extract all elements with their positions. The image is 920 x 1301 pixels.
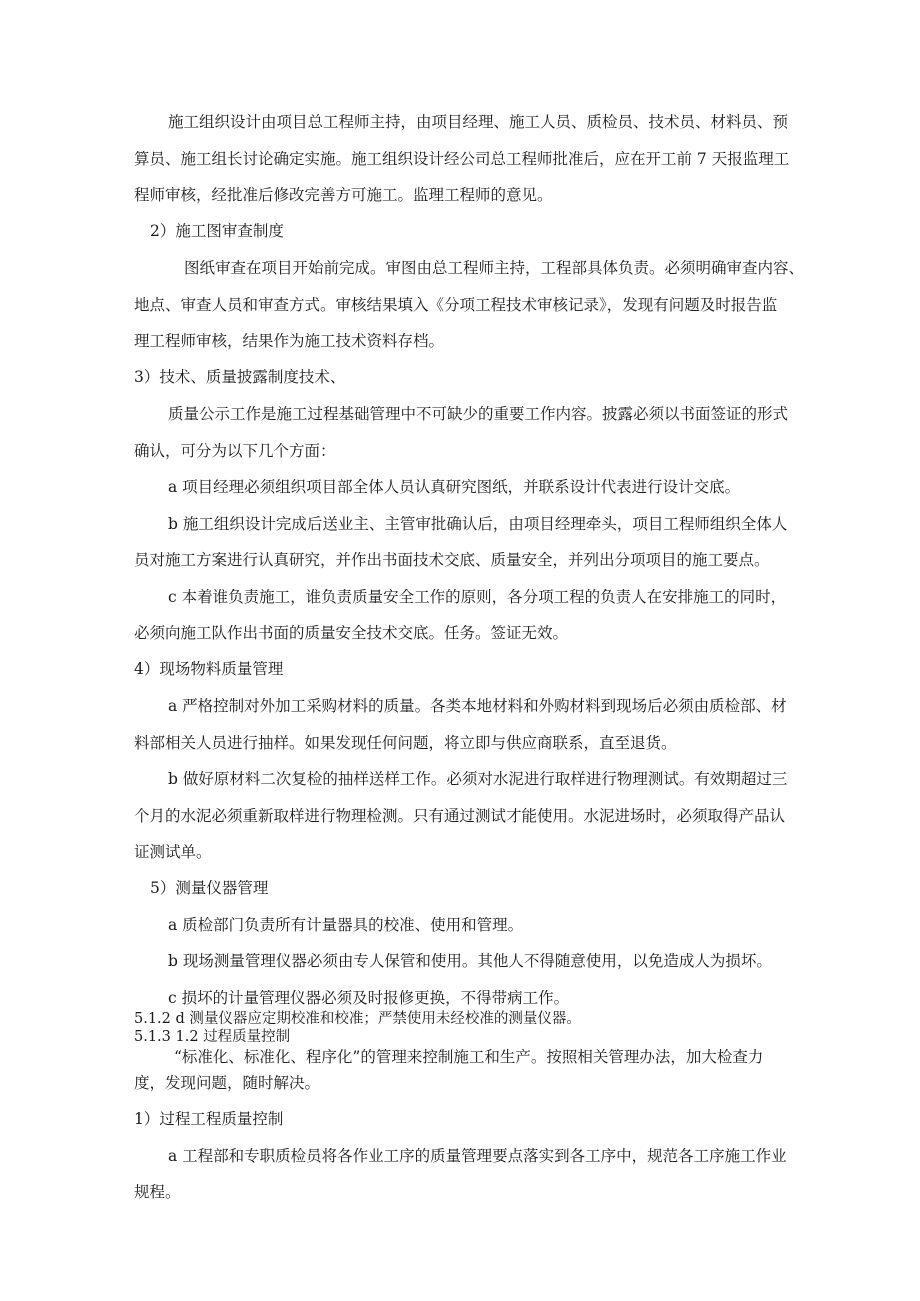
paragraph-line: a 工程部和专职质检员将各作业工序的质量管理要点落实到各工序中，规范各工序施工作业 xyxy=(168,1147,787,1165)
paragraph-line: 图纸审查在项目开始前完成。审图由总工程师主持，工程部具体负责。必须明确审查内容、 xyxy=(184,259,805,277)
paragraph-line: b 做好原材料二次复检的抽样送样工作。必须对水泥进行取样进行物理测试。有效期超过三 xyxy=(168,770,788,788)
paragraph-line: a 质检部门负责所有计量器具的校准、使用和管理。 xyxy=(168,916,524,934)
paragraph-line: b 现场测量管理仪器必须由专人保管和使用。其他人不得随意使用，以免造成人为损坏。 xyxy=(168,952,772,970)
paragraph-line: 地点、审查人员和审查方式。审核结果填入《分项工程技术审核记录》，发现有问题及时报告监 xyxy=(134,296,778,314)
paragraph-line: “标准化、标准化、程序化”的管理来控制施工和生产。按照相关管理办法，加大检查力 xyxy=(174,1048,764,1066)
paragraph-line: 规程。 xyxy=(134,1183,181,1201)
paragraph-line: a 严格控制对外加工采购材料的质量。各类本地材料和外购材料到现场后必须由质检部、材 xyxy=(168,697,787,715)
paragraph-line: 料部相关人员进行抽样。如果发现任何问题，将立即与供应商联系，直至退货。 xyxy=(134,734,677,752)
paragraph-line: 质量公示工作是施工过程基础管理中不可缺少的重要工作内容。披露必须以书面签证的形式 xyxy=(168,405,789,423)
paragraph-line: 证测试单。 xyxy=(134,843,212,861)
section-heading: 4）现场物料质量管理 xyxy=(134,660,284,678)
paragraph-line: 度，发现问题，随时解决。 xyxy=(134,1074,321,1092)
paragraph-line: a 项目经理必须组织项目部全体人员认真研究图纸，并联系设计代表进行设计交底。 xyxy=(168,478,741,496)
paragraph-line: 理工程师审核，结果作为施工技术资料存档。 xyxy=(134,332,445,350)
section-heading: 5）测量仪器管理 xyxy=(150,879,269,897)
paragraph-line: 员对施工方案进行认真研究，并作出书面技术交底、质量安全，并列出分项项目的施工要点。 xyxy=(134,551,770,569)
section-heading: 3）技术、质量披露制度技术、 xyxy=(134,368,346,386)
paragraph-line: 必须向施工队作出书面的质量安全技术交底。任务。签证无效。 xyxy=(134,624,569,642)
section-number-line: 5.1.2 d 测量仪器应定期校准和校准；严禁使用未经校准的测量仪器。 xyxy=(134,1011,581,1027)
paragraph-line: 确认，可分为以下几个方面： xyxy=(134,442,336,460)
paragraph-line: 施工组织设计由项目总工程师主持，由项目经理、施工人员、质检员、技术员、材料员、预 xyxy=(168,113,789,131)
paragraph-line: 程师审核，经批准后修改完善方可施工。监理工程师的意见。 xyxy=(134,186,553,204)
paragraph-line: 算员、施工组长讨论确定实施。施工组织设计经公司总工程师批准后，应在开工前 7 天报监理工 xyxy=(134,150,790,168)
paragraph-line: c 损坏的计量管理仪器必须及时报修更换，不得带病工作。 xyxy=(168,989,570,1007)
paragraph-line: c 本着谁负责施工，谁负责质量安全工作的原则，各分项工程的负责人在安排施工的同时， xyxy=(168,588,787,606)
section-number-line: 5.1.3 1.2 过程质量控制 xyxy=(134,1029,291,1045)
section-heading: 2）施工图审查制度 xyxy=(150,222,284,240)
paragraph-line: 个月的水泥必须重新取样进行物理检测。只有通过测试才能使用。水泥进场时，必须取得产品认 xyxy=(134,807,786,825)
section-heading: 1）过程工程质量控制 xyxy=(134,1110,284,1128)
paragraph-line: b 施工组织设计完成后送业主、主管审批确认后，由项目经理牵头，项目工程师组织全体人 xyxy=(168,515,788,533)
